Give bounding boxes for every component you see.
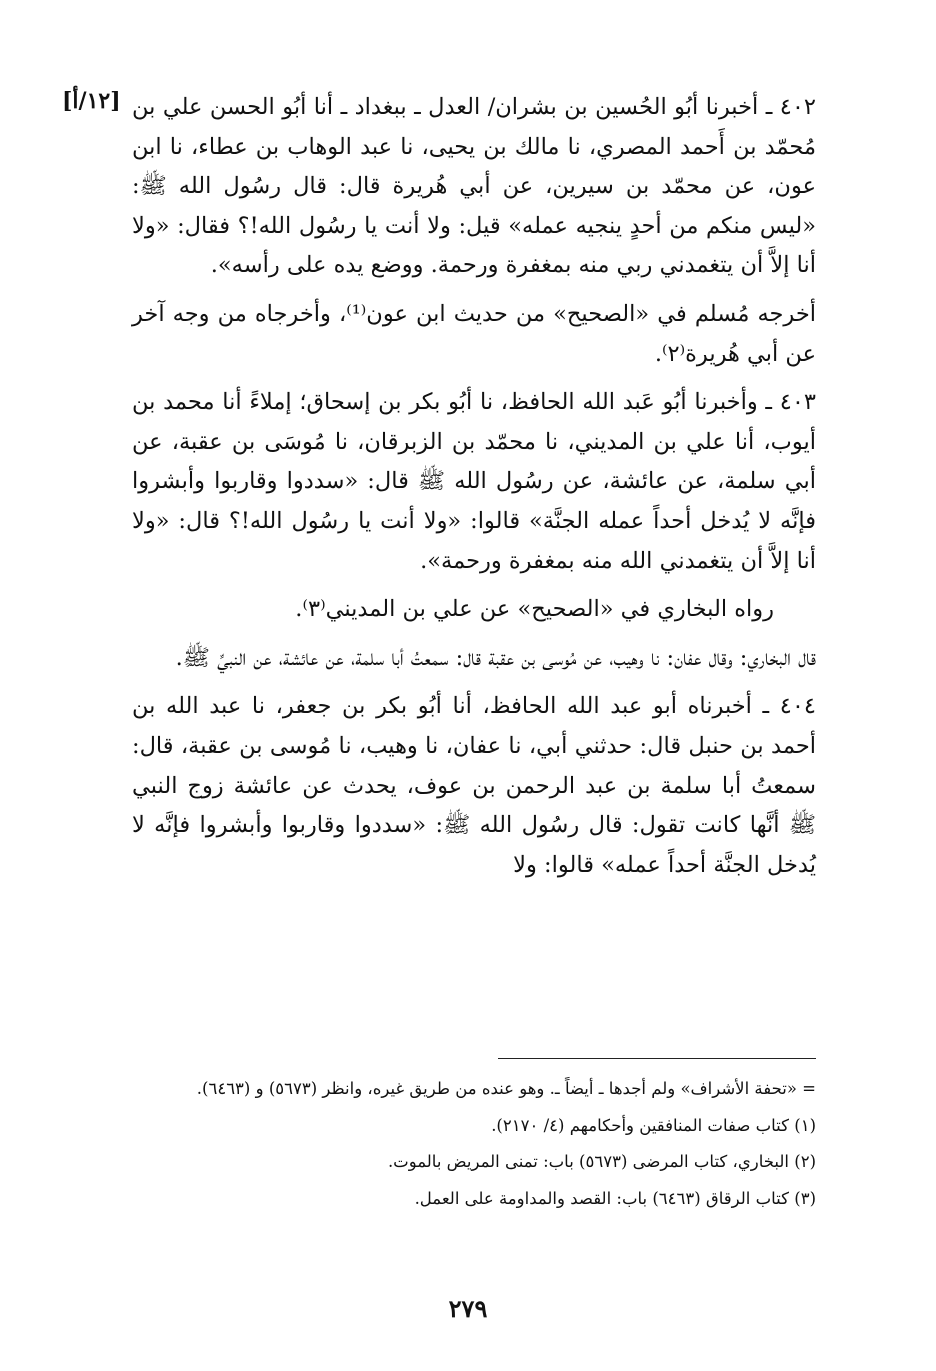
- hadith-404: ٤٠٤ ـ أخبرناه أبو عبد الله الحافظ، أنا أبُو بكر بن جعفر، نا عبد الله بن أحمد بن حنبل قال: حدثني أبي، نا عفان، نا وهيب، نا مُوسى بن عقبة، قال: سمعتُ أبا سلمة بن عبد الرحمن بن عوف، يحدث عن عائشة زوج النبي ﷺ أنَّها كانت تقول: قال رسُول الله ﷺ: «سددوا وقاربوا وأبشروا فإنَّه لا يُدخل الجنَّة أحداً عمله» قالوا: ولا: [132, 693, 816, 878]
- hadith-403: ٤٠٣ ـ وأخبرنا أبُو عَبد الله الحافظ، نا أبُو بكر بن إسحاق؛ إملاءً أنا محمد بن أيوب، أنا علي بن المديني، نا محمّد بن الزبرقان، نا مُوسَى بن عقبة، عن أبي سلمة، عن عائشة، عن رسُول الله ﷺ قال: «سددوا وقاربوا وأبشروا فإنَّه لا يُدخل أحداً عمله الجنَّة» قالوا: «ولا أنت يا رسُول الله!؟ قال: «ولا أنا إلاَّ أن يتغمدني الله منه بمغفرة ورحمة».: [132, 389, 816, 574]
- footnote-continuation: = «تحفة الأشراف» ولم أجدها ـ أيضاً ـ. وهو عنده من طريق غيره، وانظر (٥٦٧٣) و (٦٤٦٣).: [196, 1079, 816, 1098]
- page-number: ٢٧٩: [448, 1294, 488, 1323]
- footnote-1: (١) كتاب صفات المنافقين وأحكامهم (٤/ ٢١٧٠).: [491, 1115, 816, 1135]
- footnote-3: (٣) كتاب الرقاق (٦٤٦٣) باب: القصد والمداومة على العمل.: [414, 1188, 816, 1208]
- hadith-402: ٤٠٢ ـ أخبرنا أبُو الحُسين بن بشران/ العدل ـ ببغداد ـ أنا أبُو الحسن علي بن مُحمّد بن أَحمد المصري، نا مالك بن يحيى، نا عبد الوهاب بن عطاء، نا ابن عون، عن محمّد بن سيرين، عن أبي هُريرة قال: قال رسُول الله ﷺ: «ليس منكم من أحدٍ ينجيه عمله» قيل: ولا أنت يا رسُول الله!؟ فقال: «ولا أنا إلاَّ أن يتغمدني ربي منه بمغفرة ورحمة. ووضع يده على رأسه».: [132, 94, 816, 279]
- takhrij-402: أخرجه مُسلم في «الصحيح» من حديث ابن عون⁽¹⁾، وأخرجاه من وجه آخر عن أبي هُريرة⁽٢⁾.: [132, 300, 817, 367]
- main-text: [132, 88, 816, 894]
- takhrij-403-bukhari: رواه البخاري في «الصحيح» عن علي بن المديني⁽٣⁾.: [295, 596, 774, 623]
- takhrij-403-affan: قال البخاري: وقال عفان: نا وهيب، عن مُوسى بن عقبة قال: سمعتُ أبا سلمة، عن عائشة، عن النبيِّ ﷺ.: [175, 644, 816, 671]
- footnote-2: (٢) البخاري، كتاب المرضى (٥٦٧٣) باب: تمنى المريض بالموت.: [387, 1152, 816, 1171]
- footnotes: [132, 1074, 816, 1220]
- footnote-divider: [498, 1058, 816, 1059]
- margin-folio-reference: [١٢/أ]: [62, 88, 121, 114]
